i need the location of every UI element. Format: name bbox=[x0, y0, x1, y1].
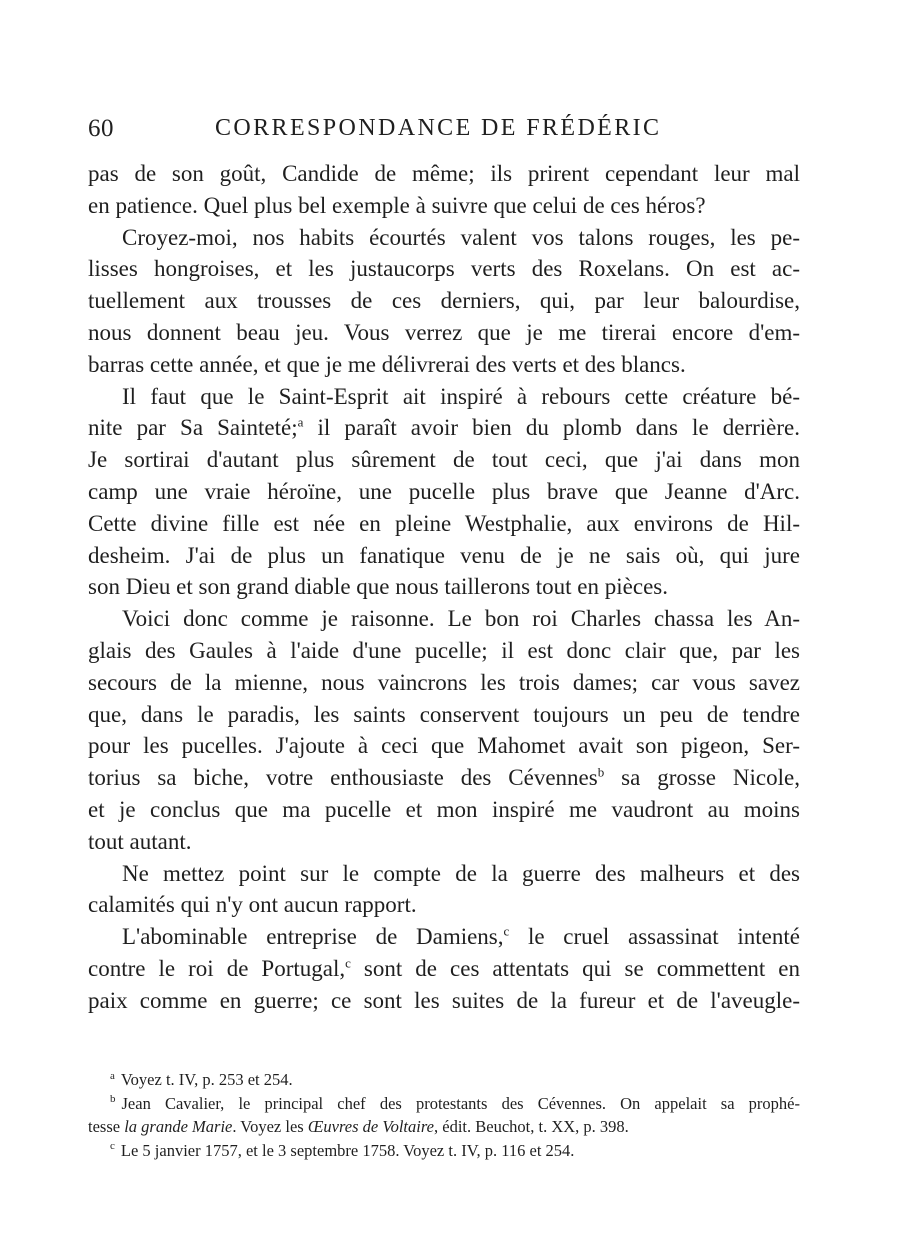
text-line: tuellement aux trousses de ces derniers, qui, par leur balourdise, bbox=[88, 288, 800, 314]
text-segment: le cruel assassinat intenté bbox=[509, 924, 800, 950]
text-line bbox=[88, 412, 800, 444]
text-line: et je conclus que ma pucelle et mon inspiré me vaudront au moins bbox=[88, 796, 800, 822]
text-segment: sont de ces attentats qui se commettent en bbox=[350, 955, 801, 981]
text-line: pas de son goût, Candide de même; ils prirent cependant leur mal bbox=[88, 161, 800, 186]
footnote-mark: b bbox=[110, 1093, 116, 1105]
footnote-ref-a: a bbox=[297, 414, 304, 430]
footnote-a bbox=[88, 1068, 800, 1092]
text-line: Cette divine fille est née en pleine Westphalie, aux environs de Hil- bbox=[88, 510, 800, 536]
text-line: Ne mettez point sur le compte de la guerre des malheurs et des bbox=[122, 860, 800, 886]
running-title: CORRESPONDANCE DE FRÉDÉRIC bbox=[215, 115, 662, 141]
text-line: en patience. Quel plus bel exemple à suivre que celui de ces héros? bbox=[88, 192, 706, 218]
text-line: desheim. J'ai de plus un fanatique venu de je ne sais où, qui jure bbox=[88, 542, 800, 568]
text-line: secours de la mienne, nous vaincrons les trois dames; car vous savez bbox=[88, 669, 800, 695]
footnotes bbox=[88, 1068, 800, 1162]
main-text bbox=[88, 158, 800, 1017]
text-line: son Dieu et son grand diable que nous taillerons tout en pièces. bbox=[88, 574, 668, 600]
footnote-b-continued bbox=[88, 1115, 800, 1139]
text-line: barras cette année, et que je me délivrerai des verts et des blancs. bbox=[88, 351, 686, 377]
text-line: camp une vraie héroïne, une pucelle plus brave que Jeanne d'Arc. bbox=[88, 478, 800, 504]
footnote-italic: Œuvres de Voltaire bbox=[307, 1117, 434, 1136]
text-line: calamités qui n'y ont aucun rapport. bbox=[88, 892, 417, 918]
footnote-ref-c: c bbox=[345, 955, 351, 971]
text-line bbox=[88, 921, 800, 953]
footnote-b bbox=[88, 1092, 800, 1116]
footnote-text: tesse bbox=[88, 1117, 125, 1136]
text-line: pour les pucelles. J'ajoute à ceci que Mahomet avait son pigeon, Ser- bbox=[88, 733, 800, 759]
text-line: Je sortirai d'autant plus sûrement de tout ceci, que j'ai dans mon bbox=[88, 447, 800, 473]
footnote-text: , édit. Beuchot, t. XX, p. 398. bbox=[434, 1117, 629, 1136]
text-line: glais des Gaules à l'aide d'une pucelle; il est donc clair que, par les bbox=[88, 637, 800, 663]
text-line: Voici donc comme je raisonne. Le bon roi Charles chassa les An- bbox=[122, 606, 800, 632]
text-line: lisses hongroises, et les justaucorps verts des Roxelans. On est ac- bbox=[88, 256, 800, 282]
footnote-text: . Voyez les bbox=[232, 1117, 308, 1136]
text-line: Croyez-moi, nos habits écourtés valent vos talons rouges, les pe- bbox=[122, 224, 800, 250]
text-segment: il paraît avoir bien du plomb dans le derrière. bbox=[303, 415, 800, 441]
footnote-ref-b: b bbox=[597, 764, 605, 780]
footnote-text: Le 5 janvier 1757, et le 3 septembre 1758. Voyez t. IV, p. 116 et 254. bbox=[120, 1140, 575, 1160]
text-line bbox=[88, 762, 800, 794]
text-segment: L'abominable entreprise de Damiens, bbox=[122, 924, 504, 950]
text-segment: torius sa biche, votre enthousiaste des Cévennes bbox=[88, 765, 598, 791]
text-line bbox=[88, 953, 800, 985]
footnote-mark: c bbox=[110, 1140, 115, 1152]
text-line: Il faut que le Saint-Esprit ait inspiré à rebours cette créature bé- bbox=[122, 383, 800, 409]
text-line: tout autant. bbox=[88, 828, 192, 854]
footnote-ref-c: c bbox=[503, 923, 510, 939]
footnote-italic: la grande Marie bbox=[124, 1117, 233, 1136]
footnote-text: Voyez t. IV, p. 253 et 254. bbox=[120, 1070, 293, 1089]
text-line: paix comme en guerre; ce sont les suites de la fureur et de l'aveugle- bbox=[88, 987, 800, 1013]
page-number: 60 bbox=[88, 115, 114, 142]
text-line: que, dans le paradis, les saints conservent toujours un peu de tendre bbox=[88, 701, 800, 727]
text-segment: contre le roi de Portugal, bbox=[88, 955, 346, 981]
footnote-c bbox=[88, 1139, 800, 1163]
footnote-mark: a bbox=[110, 1069, 115, 1082]
page-header bbox=[88, 115, 808, 151]
footnote-text: Jean Cavalier, le principal chef des protestants des Cévennes. On appelait sa prophé- bbox=[121, 1093, 800, 1113]
text-line: nous donnent beau jeu. Vous verrez que je me tirerai encore d'em- bbox=[88, 319, 800, 345]
text-segment: nite par Sa Sainteté; bbox=[88, 415, 298, 441]
text-segment: sa grosse Nicole, bbox=[604, 765, 800, 791]
